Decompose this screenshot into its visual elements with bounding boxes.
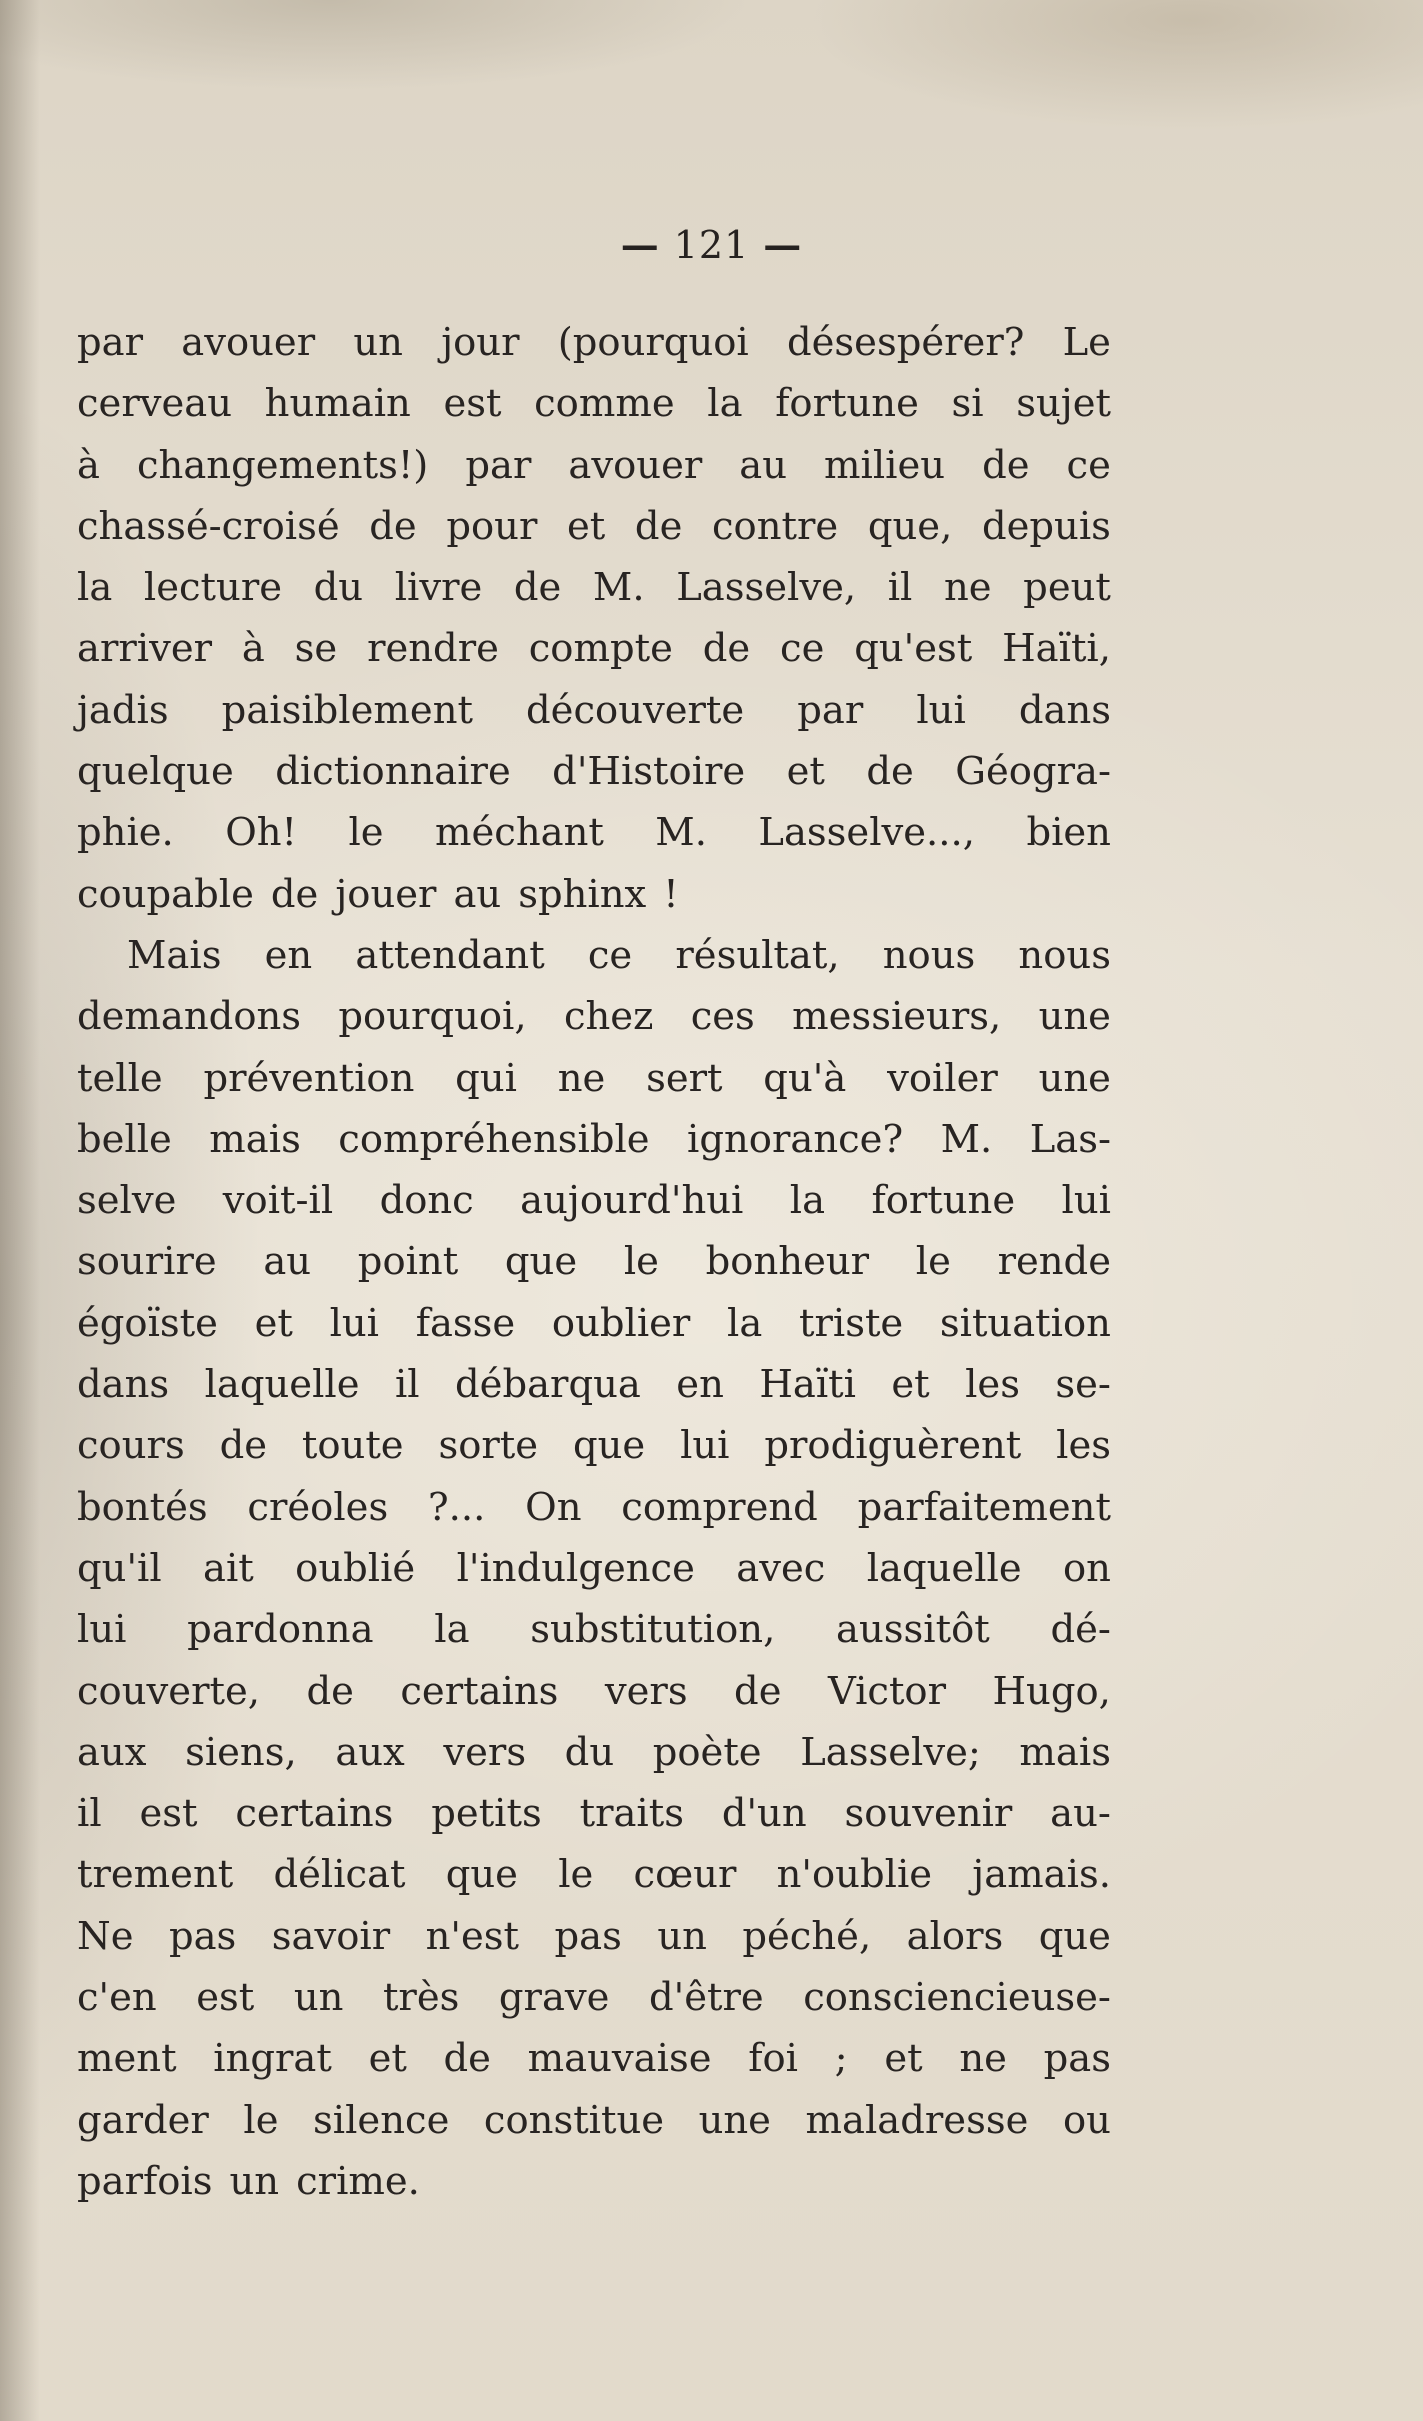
word: chez (563, 994, 654, 1040)
word: l'indulgence (456, 1545, 695, 1591)
word: qu'est (854, 626, 973, 672)
word: un (657, 1913, 707, 1959)
word: qui (455, 1055, 517, 1101)
word: se (294, 626, 338, 672)
word: nous (882, 932, 976, 978)
word: de (369, 503, 417, 549)
text-line (77, 1415, 1111, 1476)
word: M. (940, 1116, 993, 1162)
word: d'Histoire (552, 749, 746, 795)
word: lui (680, 1423, 730, 1469)
text-line (77, 1906, 1111, 1967)
word: dans (77, 1362, 170, 1408)
word: parfaitement (857, 1484, 1111, 1530)
text-line (77, 2028, 1111, 2089)
word: certains (235, 1791, 394, 1837)
text-line (77, 2090, 1111, 2151)
word: peut (1023, 565, 1111, 611)
word: mais (1019, 1729, 1111, 1775)
word: qu'il (77, 1545, 162, 1591)
page-gutter-shadow (0, 0, 40, 2421)
word: substitution, (530, 1607, 776, 1653)
word: et (254, 1300, 293, 1346)
word: et (884, 2036, 923, 2082)
word: désespérer? (786, 320, 1025, 365)
text-line (77, 1538, 1111, 1599)
word: il (887, 565, 913, 611)
word: Victor (827, 1668, 947, 1714)
word: messieurs, (792, 994, 1002, 1040)
word: triste (799, 1300, 904, 1346)
text-line (77, 312, 1111, 373)
word: et (786, 749, 825, 795)
word: se- (1055, 1362, 1111, 1408)
word: que (1038, 1913, 1111, 1959)
word: sert (646, 1055, 723, 1101)
word: méchant (435, 810, 604, 856)
word: de (702, 626, 751, 672)
word: et (567, 503, 606, 549)
word: en (264, 932, 313, 978)
word: résultat, (675, 932, 840, 978)
word: créoles (247, 1484, 389, 1530)
word: Le (1062, 320, 1111, 365)
word: Hugo, (992, 1668, 1111, 1714)
word: est (139, 1791, 198, 1837)
word: consciencieuse- (803, 1975, 1111, 2021)
word: et (368, 2036, 407, 2082)
word: d'être (648, 1975, 764, 2021)
word: une (698, 2097, 771, 2143)
word: de (270, 871, 319, 917)
word: ; (834, 2036, 848, 2082)
word: alors (906, 1913, 1004, 1959)
word: Oh! (225, 810, 298, 856)
page-number (0, 222, 1423, 267)
word: trement (77, 1852, 234, 1898)
word: par (77, 320, 144, 365)
word: grave (498, 1975, 610, 2021)
text-line (77, 1722, 1111, 1783)
word: compréhensible (338, 1116, 650, 1162)
word: laquelle (204, 1362, 360, 1408)
word: fasse (415, 1300, 516, 1346)
text-line (77, 1599, 1111, 1660)
word: sujet (1016, 381, 1111, 427)
word: arriver (77, 626, 213, 672)
word: avouer (181, 320, 316, 365)
word: une (1038, 1055, 1111, 1101)
word: lecture (143, 565, 283, 611)
word: vers (443, 1729, 527, 1775)
word: aujourd'hui (520, 1178, 744, 1224)
word: du (313, 565, 364, 611)
text-line (77, 1844, 1111, 1905)
word: petits (431, 1791, 542, 1837)
word: lui (77, 1607, 127, 1653)
word: débarqua (455, 1362, 641, 1408)
word: foi (748, 2036, 798, 2082)
word: ces (690, 994, 755, 1040)
word: lui (916, 687, 966, 733)
word: humain (264, 381, 411, 427)
word: de (982, 442, 1030, 488)
word: de (513, 565, 562, 611)
word: oublié (295, 1545, 416, 1591)
word: cours (77, 1423, 185, 1469)
word: que (445, 1852, 518, 1898)
word: ignorance? (687, 1116, 904, 1162)
word: que (504, 1239, 578, 1285)
word: d'un (721, 1791, 807, 1837)
word: au (739, 442, 788, 488)
word: ce (780, 626, 825, 672)
word: et (891, 1362, 930, 1408)
word: selve (77, 1178, 177, 1224)
text-line (77, 496, 1111, 557)
word: souvenir (844, 1791, 1013, 1837)
word: constitue (483, 2097, 665, 2143)
folio-dash-left: — (620, 222, 660, 267)
word: pour (446, 503, 538, 549)
word: vers (604, 1668, 688, 1714)
word: pas (554, 1913, 622, 1959)
text-line (77, 1477, 1111, 1538)
word: ce (587, 932, 633, 978)
word: le (243, 2097, 279, 2143)
word: coupable (77, 871, 254, 917)
word: ?... (428, 1484, 486, 1530)
text-line (77, 864, 1111, 925)
word: ou (1062, 2097, 1111, 2143)
folio-dash-right: — (763, 222, 803, 267)
word: certains (400, 1668, 559, 1714)
word: garder (77, 2097, 209, 2143)
word: sorte (438, 1423, 539, 1469)
text-line (77, 1109, 1111, 1170)
word: à (241, 626, 265, 672)
text-line (77, 1783, 1111, 1844)
word: fortune (871, 1178, 1016, 1224)
word: maladresse (805, 2097, 1029, 2143)
word: aux (335, 1729, 405, 1775)
word: découverte (526, 687, 745, 733)
word: la (707, 381, 743, 427)
word: on (1063, 1545, 1111, 1591)
word: ingrat (213, 2036, 332, 2082)
word: que, (867, 503, 953, 549)
word: aussitôt (836, 1607, 990, 1653)
word: jour (441, 320, 520, 365)
word: Ne (77, 1913, 134, 1959)
word: à (77, 442, 100, 488)
word: attendant (355, 932, 545, 978)
word: de (734, 1668, 782, 1714)
word: couverte, (77, 1668, 260, 1714)
word: la (789, 1178, 826, 1224)
word: savoir (271, 1913, 391, 1959)
word: n'oublie (776, 1852, 933, 1898)
word: du (564, 1729, 615, 1775)
word: comme (534, 381, 675, 427)
word: la (727, 1300, 763, 1346)
word: Lasselve..., (758, 810, 976, 856)
word: sourire (77, 1239, 217, 1285)
word: fortune (775, 381, 919, 427)
word: lui (329, 1300, 380, 1346)
word: avec (736, 1545, 826, 1591)
word: voiler (887, 1055, 998, 1101)
word: délicat (273, 1852, 406, 1898)
text-line (77, 1354, 1111, 1415)
text-line (77, 2151, 1111, 2212)
word: pas (168, 1913, 237, 1959)
word: crime. (296, 2158, 420, 2204)
word: prodiguèrent (764, 1423, 1022, 1469)
text-line (77, 435, 1111, 496)
word: que (572, 1423, 646, 1469)
word: point (357, 1239, 459, 1285)
word: silence (313, 2097, 450, 2143)
word: ne (557, 1055, 606, 1101)
word: ait (203, 1545, 254, 1591)
word: M. (655, 810, 707, 856)
word: dans (1018, 687, 1111, 733)
word: cœur (633, 1852, 737, 1898)
word: est (196, 1975, 255, 2021)
word: il (394, 1362, 420, 1408)
word: pourquoi, (338, 994, 527, 1040)
word: jamais. (972, 1852, 1111, 1898)
text-line (77, 680, 1111, 741)
word: traits (579, 1791, 684, 1837)
page-number-value: 121 (673, 223, 750, 267)
word: qu'à (763, 1055, 847, 1101)
text-line (77, 373, 1111, 434)
word: les (965, 1362, 1020, 1408)
word: au- (1050, 1791, 1111, 1837)
word: de (634, 503, 683, 549)
text-line (77, 741, 1111, 802)
word: si (951, 381, 984, 427)
word: (pourquoi (557, 320, 749, 365)
text-line (77, 557, 1111, 618)
text-line (77, 1231, 1111, 1292)
word: rendre (367, 626, 499, 672)
word: il (77, 1791, 102, 1837)
word: avouer (568, 442, 703, 488)
word: de (306, 1668, 354, 1714)
word: jouer (335, 871, 437, 917)
word: un (229, 2158, 280, 2204)
word: telle (77, 1055, 163, 1101)
word: Haïti, (1002, 626, 1111, 672)
word: depuis (981, 503, 1111, 549)
word: péché, (742, 1913, 872, 1959)
text-line (77, 1661, 1111, 1722)
word: jadis (77, 687, 169, 733)
body-text (77, 312, 1111, 2212)
word: livre (394, 565, 483, 611)
word: bontés (77, 1484, 208, 1530)
word: On (525, 1484, 582, 1530)
word: Mais (127, 932, 222, 978)
word: dictionnaire (275, 749, 511, 795)
word: mauvaise (527, 2036, 712, 2082)
text-line (77, 1967, 1111, 2028)
word: toute (301, 1423, 404, 1469)
word: rende (997, 1239, 1111, 1285)
word: pas (1043, 2036, 1111, 2082)
word: la (77, 565, 113, 611)
word: en (676, 1362, 724, 1408)
word: changements!) (136, 442, 429, 488)
word: Lasselve, (676, 565, 857, 611)
word: ce (1066, 442, 1111, 488)
word: bonheur (705, 1239, 870, 1285)
word: le (623, 1239, 659, 1285)
word: de (866, 749, 914, 795)
word: un (353, 320, 403, 365)
word: ment (77, 2036, 177, 2082)
word: parfois (77, 2158, 213, 2204)
word: ne (943, 565, 992, 611)
word: demandons (77, 994, 302, 1040)
word: par (797, 687, 864, 733)
word: mais (209, 1116, 301, 1162)
word: de (219, 1423, 268, 1469)
word: belle (77, 1116, 172, 1162)
word: une (1038, 994, 1111, 1040)
word: poète (652, 1729, 762, 1775)
word: au (263, 1239, 312, 1285)
word: ne (959, 2036, 1007, 2082)
word: donc (379, 1178, 474, 1224)
word: de (443, 2036, 491, 2082)
text-line (77, 1048, 1111, 1109)
word: lui (1061, 1178, 1111, 1224)
word: comprend (621, 1484, 818, 1530)
word: le (558, 1852, 594, 1898)
word: Las- (1029, 1116, 1111, 1162)
word: phie. (77, 810, 174, 856)
text-line (77, 1293, 1111, 1354)
word: prévention (203, 1055, 415, 1101)
word: est (443, 381, 502, 427)
word: paisiblement (221, 687, 473, 733)
word: dé- (1050, 1607, 1111, 1653)
word: pardonna (187, 1607, 374, 1653)
word: situation (939, 1300, 1111, 1346)
word: c'en (77, 1975, 157, 2021)
word: compte (528, 626, 673, 672)
word: contre (712, 503, 839, 549)
word: Haïti (759, 1362, 856, 1408)
word: ! (663, 871, 679, 917)
word: chassé-croisé (77, 503, 340, 549)
text-line (77, 986, 1111, 1047)
word: milieu (824, 442, 946, 488)
text-line (77, 802, 1111, 863)
word: siens, (185, 1729, 297, 1775)
word: bien (1026, 810, 1111, 856)
word: égoïste (77, 1300, 218, 1346)
word: M. (592, 565, 645, 611)
word: aux (77, 1729, 147, 1775)
word: la (434, 1607, 470, 1653)
word: Géogra- (955, 749, 1111, 795)
word: les (1056, 1423, 1111, 1469)
word: n'est (425, 1913, 520, 1959)
word: par (465, 442, 532, 488)
word: laquelle (866, 1545, 1022, 1591)
word: sphinx (518, 871, 647, 917)
word: nous (1018, 932, 1111, 978)
word: un (293, 1975, 344, 2021)
word: Lasselve; (800, 1729, 981, 1775)
word: très (382, 1975, 460, 2021)
word: oublier (551, 1300, 691, 1346)
word: voit-il (222, 1178, 334, 1224)
text-line (77, 618, 1111, 679)
word: au (453, 871, 502, 917)
text-line (77, 1170, 1111, 1231)
text-line (77, 925, 1111, 986)
word: le (348, 810, 384, 856)
word: cerveau (77, 381, 233, 427)
word: le (915, 1239, 951, 1285)
word: quelque (77, 749, 234, 795)
